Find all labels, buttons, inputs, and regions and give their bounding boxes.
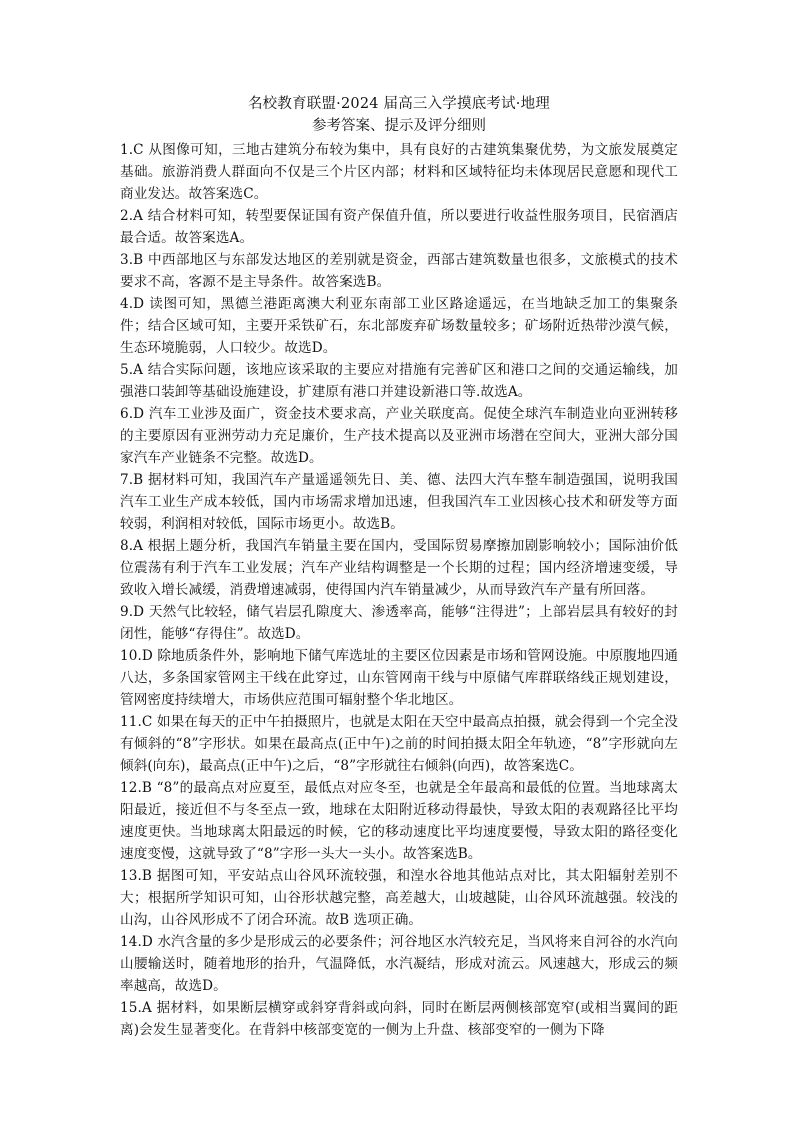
- answer-item-10: 10.D 除地质条件外，影响地下储气库选址的主要区位因素是市场和管网设施。中原腹地四通八达，多条国家管网主干线在此穿过，山东管网南干线与中原储气库群联络线正规划建设，管网密度持续增大，市场供应范围可辐射整个华北地区。: [120, 648, 678, 708]
- answer-item-9: 9.D 天然气比较轻，储气岩层孔隙度大、渗透率高，能够“注得进”；上部岩层具有较好的封闭性，能够“存得住”。故选D。: [120, 604, 678, 642]
- answer-sheet: [120, 93, 678, 1041]
- answer-item-8: 8.A 根据上题分析，我国汽车销量主要在国内，受国际贸易摩擦加剧影响较小；国际油价低位震荡有利于汽车工业发展；汽车产业结构调整是一个长期的过程；国内经济增速变缓，导致收入增长减缓，消费增速减弱，使得国内汽车销量减少，从而导致汽车产量有所回落。: [120, 538, 678, 598]
- answer-item-2: 2.A 结合材料可知，转型要保证国有资产保值升值，所以要进行收益性服务项目，民宿酒店最合适。故答案选A。: [120, 208, 678, 246]
- answer-item-14: 14.D 水汽含量的多少是形成云的必要条件；河谷地区水汽较充足，当风将来自河谷的水汽向山腰输送时，随着地形的抬升，气温降低，水汽凝结，形成对流云。风速越大，形成云的频率越高，故选D。: [120, 934, 678, 994]
- answer-item-12: 12.B “8”的最高点对应夏至，最低点对应冬至，也就是全年最高和最低的位置。当地球离太阳最近，接近但不与冬至点一致，地球在太阳附近移动得最快，导致太阳的表观路径比平均速度更快。当地球离太阳最远的时候，它的移动速度比平均速度要慢，导致太阳的路径变化速度变慢，这就导致了“8”字形一头大一头小。故答案选B。: [120, 780, 678, 862]
- answer-item-13: 13.B 据图可知，平安站点山谷风环流较强，和湟水谷地其他站点对比，其太阳辐射差别不大；根据所学知识可知，山谷形状越完整，高差越大，山坡越陡，山谷风环流越强。较浅的山沟，山谷风形成不了闭合环流。故B 选项正确。: [120, 868, 678, 928]
- answer-item-15: 15.A 据材料，如果断层横穿或斜穿背斜或向斜，同时在断层两侧核部宽窄(或相当翼间的距离)会发生显著变化。在背斜中核部变宽的一侧为上升盘、核部变窄的一侧为下降: [120, 1000, 678, 1038]
- answer-item-6: 6.D 汽车工业涉及面广，资金技术要求高，产业关联度高。促使全球汽车制造业向亚洲转移的主要原因有亚洲劳动力充足廉价，生产技术提高以及亚洲市场潜在空间大，亚洲大部分国家汽车产业链条不完整。故选D。: [120, 406, 678, 466]
- answer-item-1: 1.C 从图像可知，三地古建筑分布较为集中，具有良好的古建筑集聚优势，为文旅发展奠定基础。旅游消费人群面向不仅是三个片区内部；材料和区域特征均未体现居民意愿和现代工商业发达。故答案选C。: [120, 142, 678, 202]
- document-title: 名校教育联盟·2024 届高三入学摸底考试·地理: [247, 96, 551, 112]
- answer-item-7: 7.B 据材料可知，我国汽车产量遥遥领先日、美、德、法四大汽车整车制造强国，说明我国汽车工业生产成本较低，国内市场需求增加迅速，但我国汽车工业因核心技术和研发等方面较弱，利润相对较低，国际市场更小。故选B。: [120, 472, 678, 532]
- document-subtitle: 参考答案、提示及评分细则: [312, 118, 486, 134]
- answer-item-4: 4.D 读图可知，黑德兰港距离澳大利亚东南部工业区路途遥远，在当地缺乏加工的集聚条件；结合区域可知，主要开采铁矿石，东北部废弃矿场数量较多；矿场附近热带沙漠气候，生态环境脆弱，人口较少。故选D。: [120, 296, 678, 356]
- answer-item-11: 11.C 如果在每天的正中午拍摄照片，也就是太阳在天空中最高点拍摄，就会得到一个完全没有倾斜的“8”字形状。如果在最高点(正中午)之前的时间拍摄太阳全年轨迹，“8”字形就向左倾斜(向东)，最高点(正中午)之后，“8”字形就往右倾斜(向西)，故答案选C。: [120, 714, 678, 774]
- answer-item-5: 5.A 结合实际问题，该地应该采取的主要应对措施有完善矿区和港口之间的交通运输线，加强港口装卸等基础设施建设，扩建原有港口并建设新港口等.故选A。: [120, 362, 678, 400]
- answer-item-3: 3.B 中西部地区与东部发达地区的差别就是资金，西部古建筑数量也很多，文旅模式的技术要求不高，客源不是主导条件。故答案选B。: [120, 252, 678, 290]
